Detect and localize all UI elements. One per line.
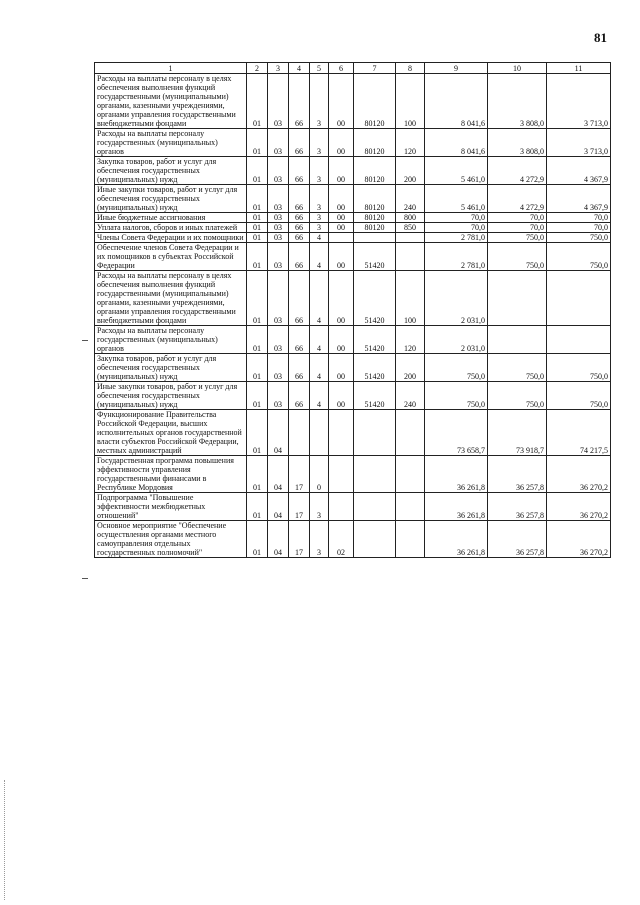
row-name: Обеспечение членов Совета Федерации и их помощников в субъектах Российской Федерации (95, 243, 247, 271)
amount-year-2: 3 808,0 (488, 74, 547, 129)
code-subsection: 03 (268, 213, 289, 223)
row-name: Основное мероприятие "Обеспечение осуществления органами местного самоуправления отдельных государственных полномочий" (95, 521, 247, 558)
amount-year-1: 750,0 (425, 354, 488, 382)
column-header: 6 (329, 63, 354, 74)
code-subprogram: 4 (310, 233, 329, 243)
amount-year-2: 3 808,0 (488, 129, 547, 157)
row-name: Иные бюджетные ассигнования (95, 213, 247, 223)
code-program: 66 (289, 243, 310, 271)
table-row (95, 185, 611, 213)
amount-year-1: 2 031,0 (425, 326, 488, 354)
table-row (95, 233, 611, 243)
code-subprogram: 3 (310, 521, 329, 558)
code-activity (329, 456, 354, 493)
row-name: Члены Совета Федерации и их помощники (95, 233, 247, 243)
code-section: 01 (247, 410, 268, 456)
code-expense-type: 120 (396, 129, 425, 157)
code-section: 01 (247, 521, 268, 558)
amount-year-3: 4 367,9 (547, 185, 611, 213)
amount-year-3: 36 270,2 (547, 456, 611, 493)
table-row (95, 410, 611, 456)
code-expense-type: 200 (396, 157, 425, 185)
amount-year-2: 750,0 (488, 233, 547, 243)
amount-year-2: 4 272,9 (488, 157, 547, 185)
amount-year-1: 36 261,8 (425, 456, 488, 493)
amount-year-1: 70,0 (425, 223, 488, 233)
amount-year-3 (547, 271, 611, 326)
code-subprogram: 3 (310, 213, 329, 223)
amount-year-2: 36 257,8 (488, 456, 547, 493)
table-row (95, 129, 611, 157)
margin-tick-mark (82, 340, 88, 341)
amount-year-3: 70,0 (547, 223, 611, 233)
row-name: Государственная программа повышения эффективности управления государственными финансами в Республике Мордовия (95, 456, 247, 493)
code-expense-type: 200 (396, 354, 425, 382)
row-name: Закупка товаров, работ и услуг для обеспечения государственных (муниципальных) нужд (95, 354, 247, 382)
code-subprogram: 4 (310, 354, 329, 382)
column-header: 9 (425, 63, 488, 74)
amount-year-2: 70,0 (488, 213, 547, 223)
code-subsection: 03 (268, 271, 289, 326)
amount-year-3: 70,0 (547, 213, 611, 223)
table-row (95, 213, 611, 223)
amount-year-1: 2 031,0 (425, 271, 488, 326)
amount-year-1: 70,0 (425, 213, 488, 223)
code-program (289, 410, 310, 456)
amount-year-3: 36 270,2 (547, 521, 611, 558)
code-subprogram: 4 (310, 243, 329, 271)
code-direction: 51420 (354, 326, 396, 354)
page-number: 81 (594, 30, 607, 45)
code-activity: 00 (329, 213, 354, 223)
code-direction: 51420 (354, 243, 396, 271)
amount-year-1: 5 461,0 (425, 157, 488, 185)
row-name: Подпрограмма "Повышение эффективности межбюджетных отношений" (95, 493, 247, 521)
code-subsection: 03 (268, 129, 289, 157)
code-activity: 00 (329, 223, 354, 233)
code-activity: 00 (329, 157, 354, 185)
code-subprogram: 3 (310, 129, 329, 157)
code-expense-type (396, 521, 425, 558)
code-program: 17 (289, 493, 310, 521)
table-row (95, 157, 611, 185)
amount-year-1: 750,0 (425, 382, 488, 410)
table-row (95, 223, 611, 233)
row-name: Закупка товаров, работ и услуг для обеспечения государственных (муниципальных) нужд (95, 157, 247, 185)
code-program: 66 (289, 271, 310, 326)
code-subsection: 03 (268, 157, 289, 185)
table-row (95, 74, 611, 129)
row-name: Уплата налогов, сборов и иных платежей (95, 223, 247, 233)
amount-year-1: 36 261,8 (425, 493, 488, 521)
code-activity: 00 (329, 129, 354, 157)
amount-year-2 (488, 271, 547, 326)
code-activity: 00 (329, 326, 354, 354)
code-direction: 51420 (354, 354, 396, 382)
table-row (95, 354, 611, 382)
code-activity: 00 (329, 243, 354, 271)
code-section: 01 (247, 233, 268, 243)
code-program: 66 (289, 74, 310, 129)
code-subsection: 03 (268, 382, 289, 410)
table-row (95, 456, 611, 493)
code-expense-type: 850 (396, 223, 425, 233)
code-subprogram: 3 (310, 223, 329, 233)
code-expense-type: 100 (396, 74, 425, 129)
row-name: Расходы на выплаты персоналу государственных (муниципальных) органов (95, 129, 247, 157)
code-subprogram: 4 (310, 382, 329, 410)
column-header: 7 (354, 63, 396, 74)
code-subsection: 03 (268, 233, 289, 243)
amount-year-1: 8 041,6 (425, 129, 488, 157)
amount-year-1: 8 041,6 (425, 74, 488, 129)
table-row (95, 243, 611, 271)
amount-year-3: 3 713,0 (547, 74, 611, 129)
column-header: 1 (95, 63, 247, 74)
code-subprogram: 0 (310, 456, 329, 493)
code-subsection: 03 (268, 243, 289, 271)
code-expense-type: 240 (396, 185, 425, 213)
code-program: 66 (289, 129, 310, 157)
amount-year-2: 4 272,9 (488, 185, 547, 213)
code-subsection: 03 (268, 354, 289, 382)
code-activity: 02 (329, 521, 354, 558)
code-subsection: 04 (268, 521, 289, 558)
amount-year-2: 36 257,8 (488, 493, 547, 521)
row-name: Расходы на выплаты персоналу в целях обеспечения выполнения функций государственными (муниципальными) органами, казенными учреждениями, органами управления государственными внебюджетными фондами (95, 271, 247, 326)
amount-year-3 (547, 326, 611, 354)
amount-year-2: 73 918,7 (488, 410, 547, 456)
column-header: 4 (289, 63, 310, 74)
row-name: Функционирование Правительства Российской Федерации, высших исполнительных органов государственной власти субъектов Российской Федерации, местных администраций (95, 410, 247, 456)
code-section: 01 (247, 382, 268, 410)
amount-year-1: 73 658,7 (425, 410, 488, 456)
code-subprogram (310, 410, 329, 456)
code-direction: 80120 (354, 185, 396, 213)
code-direction: 80120 (354, 74, 396, 129)
amount-year-1: 2 781,0 (425, 233, 488, 243)
code-section: 01 (247, 185, 268, 213)
margin-tick-mark (82, 578, 88, 579)
code-direction: 80120 (354, 213, 396, 223)
code-expense-type (396, 233, 425, 243)
column-header: 10 (488, 63, 547, 74)
code-program: 66 (289, 223, 310, 233)
code-activity: 00 (329, 382, 354, 410)
code-section: 01 (247, 354, 268, 382)
column-header: 8 (396, 63, 425, 74)
code-section: 01 (247, 456, 268, 493)
amount-year-2: 750,0 (488, 382, 547, 410)
amount-year-3: 750,0 (547, 354, 611, 382)
column-header: 2 (247, 63, 268, 74)
code-activity: 00 (329, 185, 354, 213)
code-section: 01 (247, 213, 268, 223)
code-subsection: 03 (268, 223, 289, 233)
code-activity: 00 (329, 271, 354, 326)
table-row (95, 382, 611, 410)
code-subprogram: 3 (310, 493, 329, 521)
code-program: 66 (289, 326, 310, 354)
column-header: 11 (547, 63, 611, 74)
amount-year-2: 36 257,8 (488, 521, 547, 558)
amount-year-3: 74 217,5 (547, 410, 611, 456)
code-subsection: 04 (268, 456, 289, 493)
code-section: 01 (247, 326, 268, 354)
code-direction: 51420 (354, 271, 396, 326)
code-direction: 80120 (354, 223, 396, 233)
code-subprogram: 3 (310, 157, 329, 185)
code-direction (354, 410, 396, 456)
amount-year-1: 5 461,0 (425, 185, 488, 213)
code-subsection: 04 (268, 493, 289, 521)
code-program: 66 (289, 233, 310, 243)
amount-year-2: 750,0 (488, 354, 547, 382)
header-row (95, 63, 611, 74)
code-expense-type (396, 456, 425, 493)
amount-year-3: 3 713,0 (547, 129, 611, 157)
code-section: 01 (247, 129, 268, 157)
table-row (95, 493, 611, 521)
code-activity (329, 410, 354, 456)
code-program: 66 (289, 157, 310, 185)
row-name: Расходы на выплаты персоналу государственных (муниципальных) органов (95, 326, 247, 354)
row-name: Иные закупки товаров, работ и услуг для обеспечения государственных (муниципальных) нужд (95, 382, 247, 410)
code-direction (354, 493, 396, 521)
row-name: Расходы на выплаты персоналу в целях обеспечения выполнения функций государственными (муниципальными) органами, казенными учреждениями, органами управления государственными внебюджетными фондами (95, 74, 247, 129)
column-header: 5 (310, 63, 329, 74)
amount-year-2: 750,0 (488, 243, 547, 271)
table-row (95, 326, 611, 354)
code-expense-type: 120 (396, 326, 425, 354)
table-row (95, 271, 611, 326)
code-program: 17 (289, 521, 310, 558)
code-expense-type: 240 (396, 382, 425, 410)
amount-year-1: 2 781,0 (425, 243, 488, 271)
code-program: 66 (289, 185, 310, 213)
code-activity (329, 233, 354, 243)
table-row (95, 521, 611, 558)
code-direction: 80120 (354, 157, 396, 185)
budget-table (94, 62, 611, 558)
code-subsection: 03 (268, 74, 289, 129)
code-direction (354, 521, 396, 558)
code-program: 66 (289, 354, 310, 382)
code-expense-type: 100 (396, 271, 425, 326)
code-subsection: 04 (268, 410, 289, 456)
amount-year-3: 36 270,2 (547, 493, 611, 521)
code-direction: 80120 (354, 129, 396, 157)
code-activity: 00 (329, 74, 354, 129)
amount-year-3: 750,0 (547, 233, 611, 243)
code-section: 01 (247, 74, 268, 129)
code-section: 01 (247, 493, 268, 521)
code-section: 01 (247, 243, 268, 271)
code-direction: 51420 (354, 382, 396, 410)
code-expense-type (396, 410, 425, 456)
code-subsection: 03 (268, 326, 289, 354)
code-program: 66 (289, 382, 310, 410)
code-activity (329, 493, 354, 521)
code-subprogram: 4 (310, 326, 329, 354)
amount-year-3: 4 367,9 (547, 157, 611, 185)
column-header: 3 (268, 63, 289, 74)
amount-year-3: 750,0 (547, 382, 611, 410)
code-direction (354, 456, 396, 493)
code-subsection: 03 (268, 185, 289, 213)
row-name: Иные закупки товаров, работ и услуг для обеспечения государственных (муниципальных) нужд (95, 185, 247, 213)
code-program: 17 (289, 456, 310, 493)
amount-year-3: 750,0 (547, 243, 611, 271)
code-subprogram: 3 (310, 185, 329, 213)
code-subprogram: 3 (310, 74, 329, 129)
code-section: 01 (247, 271, 268, 326)
code-section: 01 (247, 157, 268, 185)
margin-line (4, 780, 6, 900)
code-direction (354, 233, 396, 243)
code-expense-type (396, 493, 425, 521)
amount-year-2: 70,0 (488, 223, 547, 233)
code-expense-type (396, 243, 425, 271)
code-program: 66 (289, 213, 310, 223)
code-subprogram: 4 (310, 271, 329, 326)
code-section: 01 (247, 223, 268, 233)
amount-year-2 (488, 326, 547, 354)
code-expense-type: 800 (396, 213, 425, 223)
amount-year-1: 36 261,8 (425, 521, 488, 558)
code-activity: 00 (329, 354, 354, 382)
